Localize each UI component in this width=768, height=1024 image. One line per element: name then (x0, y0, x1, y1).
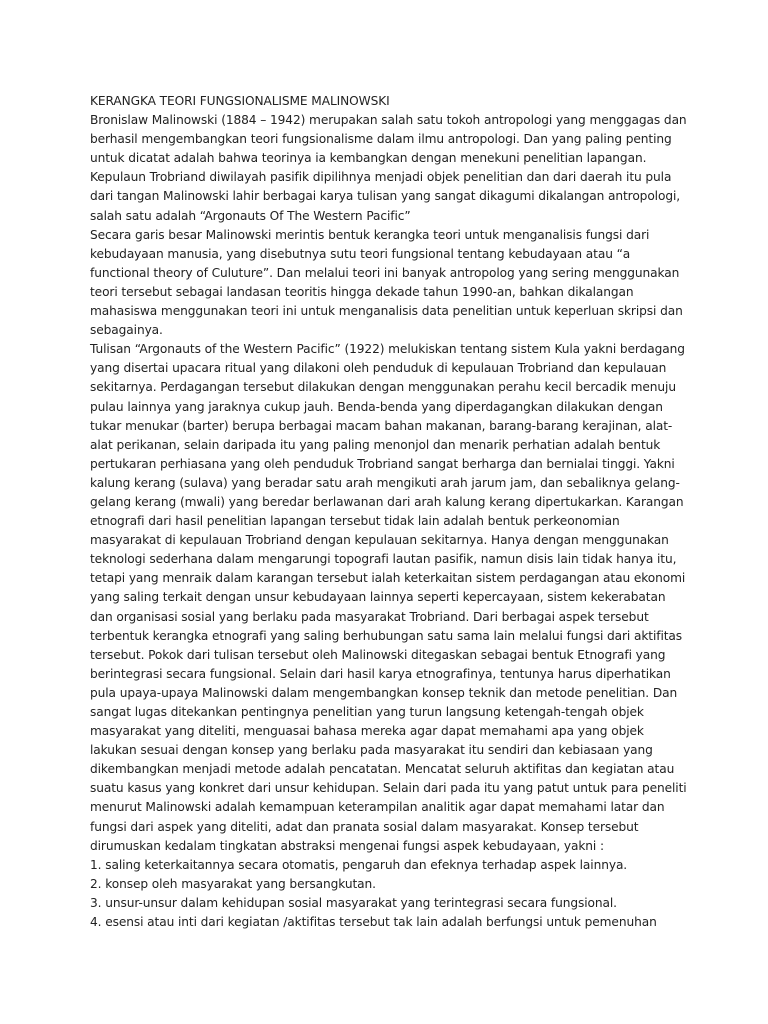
paragraph-argonauts: Tulisan “Argonauts of the Western Pacific” (1922) melukiskan tentang sistem Kula yakni berdagang yang disertai upacara ritual yang dilakoni oleh penduduk di kepulauan Trobriand dan kepulauan sekitarnya. Perdagangan tersebut dilakukan dengan menggunakan perahu kecil bercadik menuju pulau lainnya yang jaraknya cukup jauh. Benda-benda yang diperdagangkan dilakukan dengan tukar menukar (barter) berupa berbagai macam bahan makanan, barang-barang kerajinan, alat-alat perikanan, selain daripada itu yang paling menonjol dan menarik perhatian adalah bentuk pertukaran perhiasana yang oleh penduduk Trobriand sangat berharga dan bernialai tinggi. Yakni kalung kerang (sulava) yang beradar satu arah mengikuti arah jarum jam, dan sebaliknya gelang-gelang kerang (mwali) yang beredar berlawanan dari arah kalung kerang dipertukarkan. Karangan etnografi dari hasil penelitian lapangan tersebut tidak lain adalah bentuk perkeonomian masyarakat di kepulauan Trobriand dengan kepulauan sekitarnya. Hanya dengan menggunakan teknologi sederhana dalam mengarungi topografi lautan pasifik, namun disis lain tidak hanya itu, tetapi yang menraik dalam karangan tersebut ialah keterkaitan sistem perdagangan atau ekonomi yang saling terkait dengan unsur kebudayaan lainnya seperti kepercayaan, sistem kekerabatan dan organisasi sosial yang berlaku pada masyarakat Trobriand. Dari berbagai aspek tersebut terbentuk kerangka etnografi yang saling berhubungan satu sama lain melalui fungsi dari aktifitas tersebut. Pokok dari tulisan tersebut oleh Malinowski ditegaskan sebagai bentuk Etnografi yang berintegrasi secara fungsional. Selain dari hasil karya etnografinya, tentunya harus diperhatikan pula upaya-upaya Malinowski dalam mengembangkan konsep teknik dan metode penelitian. Dan sangat lugas ditekankan pentingnya penelitian yang turun langsung ketengah-tengah objek masyarakat yang diteliti, menguasai bahasa mereka agar dapat memahami apa yang objek lakukan sesuai dengan konsep yang berlaku pada masyarakat itu sendiri dan kebiasaan yang dikembangkan menjadi metode adalah pencatatan. Mencatat seluruh aktifitas dan kegiatan atau suatu kasus yang konkret dari unsur kehidupan. Selain dari pada itu yang patut untuk para peneliti menurut Malinowski adalah kemampuan keterampilan analitik agar dapat memahami latar dan fungsi dari aspek yang diteliti, adat dan pranata sosial dalam masyarakat. Konsep tersebut dirumuskan kedalam tingkatan abstraksi mengenai fungsi aspek kebudayaan, yakni : (90, 342, 687, 853)
paragraph-intro: Bronislaw Malinowski (1884 – 1942) merupakan salah satu tokoh antropologi yang menggagas dan berhasil mengembangkan teori fungsionalisme dalam ilmu antropologi. Dan yang paling penting untuk dicatat adalah bahwa teorinya ia kembangkan dengan menekuni penelitian lapangan. Kepulaun Trobriand diwilayah pasifik dipilihnya menjadi objek penelitian dan dari daerah itu pula dari tangan Malinowski lahir berbagai karya tulisan yang sangat dikagumi dikalangan antropologi, salah satu adalah “Argonauts Of The Western Pacific” (90, 113, 687, 223)
list-item: 1. saling keterkaitannya secara otomatis, pengaruh dan efeknya terhadap aspek lainnya. (90, 857, 628, 872)
paragraph-theory: Secara garis besar Malinowski merintis bentuk kerangka teori untuk menganalisis fungsi dari kebudayaan manusia, yang disebutnya sutu teori fungsional tentang kebudayaan atau “a functional theory of Culuture”. Dan melalui teori ini banyak antropolog yang sering menggunakan teori tersebut sebagai landasan teoritis hingga dekade tahun 1990-an, bahkan dikalangan mahasiswa menggunakan teori ini untuk menganalisis data penelitian untuk keperluan skripsi dan sebagainya. (90, 227, 683, 338)
document-title: KERANGKA TEORI FUNGSIONALISME MALINOWSKI (90, 94, 390, 108)
abstraction-list (90, 856, 690, 932)
list-item: 4. esensi atau inti dari kegiatan /aktifitas tersebut tak lain adalah berfungsi untuk pemenuhan (90, 915, 657, 930)
list-item: 3. unsur-unsur dalam kehidupan sosial masyarakat yang terintegrasi secara fungsional. (90, 895, 617, 910)
document-page (90, 92, 690, 932)
list-item: 2. konsep oleh masyarakat yang bersangkutan. (90, 876, 376, 891)
